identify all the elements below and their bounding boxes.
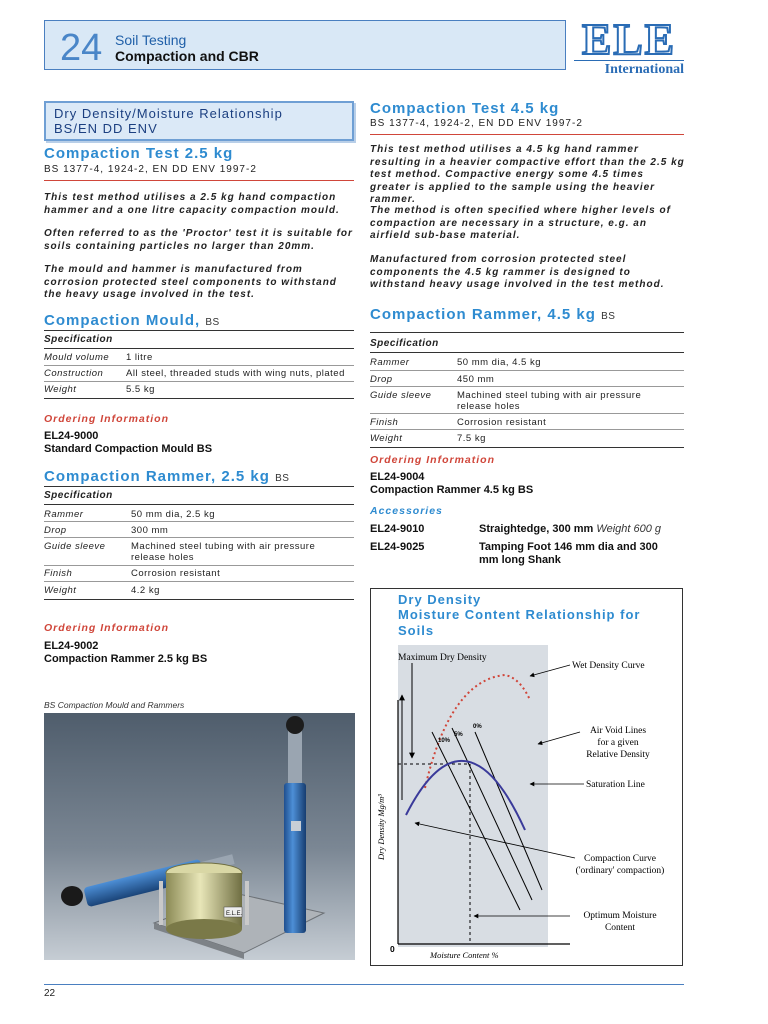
divider	[370, 413, 684, 414]
diagram-title: Dry Density	[398, 592, 482, 607]
spec-key: Guide sleeve	[44, 541, 106, 552]
accessory-code: EL24-9025	[370, 541, 425, 553]
max-dry-density-label: Maximum Dry Density	[398, 653, 487, 663]
test25-para1: This test method utilises a 2.5 kg hand compaction hammer and a one litre capacity compaction mould.	[44, 192, 340, 216]
divider	[44, 581, 354, 582]
spec-value: Corrosion resistant	[457, 417, 547, 428]
spec-value: 50 mm dia, 4.5 kg	[457, 357, 542, 368]
footer-rule	[44, 984, 684, 985]
compaction-diagram	[370, 640, 683, 966]
spec-key: Rammer	[44, 509, 84, 520]
divider	[44, 565, 354, 566]
spec-value: 1 litre	[126, 352, 153, 363]
section-title: Dry Density/Moisture Relationship	[54, 106, 283, 121]
divider	[44, 381, 354, 382]
divider	[370, 352, 684, 353]
accessory-name: Straightedge, 300 mm Weight 600 g	[479, 523, 662, 535]
spec-key: Finish	[44, 568, 73, 579]
x-axis-label: Moisture Content %	[430, 950, 499, 960]
logo-text: ELE	[581, 15, 677, 64]
accessories-label: Accessories	[370, 505, 443, 517]
diagram-shaded-area	[398, 645, 548, 947]
spec-value: 4.2 kg	[131, 585, 160, 596]
divider	[370, 386, 684, 387]
spec-value: 5.5 kg	[126, 384, 155, 395]
rammer45-title: Compaction Rammer, 4.5 kg BS	[370, 306, 616, 323]
diagram-title-line3: Soils	[398, 623, 435, 638]
divider	[44, 486, 354, 487]
product-name: Compaction Rammer 2.5 kg BS	[44, 653, 208, 665]
ordering-label: Ordering Information	[44, 413, 169, 425]
spec-value: All steel, threaded studs with wing nuts, plated	[126, 368, 345, 379]
mould-title: Compaction Mould, BS	[44, 312, 220, 329]
spec-key: Rammer	[370, 357, 410, 368]
product-name: Standard Compaction Mould BS	[44, 443, 213, 455]
optimum-label: Optimum Moisture	[583, 911, 657, 921]
equipment-photo	[44, 713, 355, 960]
spec-label: Specification	[44, 490, 113, 501]
test25-para3: The mould and hammer is manufactured from corrosion protected steel components to withstand the heavy usage involved in the test.	[44, 264, 337, 300]
test45-para3: Manufactured from corrosion protected steel components the 4.5 kg rammer is designed to withstand heavy usage involved in the test method.	[370, 254, 665, 290]
saturation-line-label: Saturation Line	[586, 780, 645, 790]
product-code: EL24-9002	[44, 640, 99, 652]
air-void-label2: for a given	[597, 738, 639, 748]
test25-para2: Often referred to as the 'Proctor' test it is suitable for soils containing particles no larger than 20mm.	[44, 228, 353, 252]
air-void-label: Air Void Lines	[589, 726, 647, 736]
spec-label: Specification	[370, 338, 439, 349]
rammer25-title: Compaction Rammer, 2.5 kg BS	[44, 468, 290, 485]
spec-key: Drop	[44, 525, 67, 536]
spec-label: Specification	[44, 334, 113, 345]
spec-value: 450 mm	[457, 374, 495, 385]
divider	[44, 599, 354, 600]
accessory-name: Tamping Foot 146 mm dia and 300 mm long Shank	[479, 541, 658, 566]
test25-standards: BS 1377-4, 1924-2, EN DD ENV 1997-2	[44, 164, 257, 175]
spec-value: Corrosion resistant	[131, 568, 221, 579]
y-axis-label: Dry Density Mg/m³	[376, 794, 386, 860]
spec-key: Construction	[44, 368, 104, 379]
section-subtitle: BS/EN DD ENV	[54, 121, 158, 136]
accessory-code: EL24-9010	[370, 523, 425, 535]
diagram-title-line2: Moisture Content Relationship for	[398, 607, 641, 622]
spec-key: Weight	[44, 585, 77, 596]
divider	[370, 429, 684, 430]
divider	[370, 370, 684, 371]
ele-logo	[574, 15, 684, 77]
wet-density-label: Wet Density Curve	[572, 661, 645, 671]
pct-label-10: 10%	[438, 738, 451, 744]
product-name: Compaction Rammer 4.5 kg BS	[370, 484, 534, 496]
divider	[44, 398, 354, 399]
divider	[370, 447, 684, 448]
compaction-curve-label: Compaction Curve	[583, 854, 657, 864]
optimum-label2: Content	[604, 923, 636, 933]
test45-standards: BS 1377-4, 1924-2, EN DD ENV 1997-2	[370, 118, 583, 129]
divider	[370, 134, 684, 135]
spec-value: 50 mm dia, 2.5 kg	[131, 509, 216, 520]
air-void-label3: Relative Density	[586, 750, 650, 760]
test45-title: Compaction Test 4.5 kg	[370, 100, 560, 117]
spec-key: Drop	[370, 374, 393, 385]
spec-key: Guide sleeve	[370, 390, 432, 401]
chapter-number: 24	[60, 27, 103, 69]
mould-label: E.L.E.	[226, 911, 243, 917]
divider	[44, 180, 354, 181]
divider	[44, 365, 354, 366]
spec-value: Machined steel tubing with air pressure release holes	[131, 541, 316, 563]
product-code: EL24-9000	[44, 430, 99, 442]
chapter-subtitle: Compaction and CBR	[115, 48, 259, 64]
logo-subtext: International	[574, 60, 684, 78]
pct-label-5: 5%	[454, 732, 463, 738]
divider	[44, 521, 354, 522]
spec-key: Finish	[370, 417, 399, 428]
origin-label: 0	[390, 944, 395, 954]
spec-key: Weight	[370, 433, 403, 444]
divider	[44, 504, 354, 505]
test45-para2: The method is often specified where higher levels of compaction are necessary in a structure, e.g. an airfield sub-base material.	[370, 205, 671, 241]
chapter-title: Soil Testing	[115, 32, 187, 48]
divider	[44, 330, 354, 331]
spec-value: Machined steel tubing with air pressure release holes	[457, 390, 642, 412]
page-number: 22	[44, 988, 56, 999]
ordering-label: Ordering Information	[370, 454, 495, 466]
spec-value: 300 mm	[131, 525, 169, 536]
divider	[44, 537, 354, 538]
spec-key: Mould volume	[44, 352, 110, 363]
spec-value: 7.5 kg	[457, 433, 486, 444]
test45-para1: This test method utilises a 4.5 kg hand rammer resulting in a heavier compactive effort than the 2.5 kg test method. Compactive energy some 4.5 times greater is applied to the sample using the heavier rammer.	[370, 144, 685, 205]
spec-key: Weight	[44, 384, 77, 395]
divider	[44, 348, 354, 349]
divider	[370, 332, 684, 333]
test25-title: Compaction Test 2.5 kg	[44, 145, 234, 162]
photo-caption: BS Compaction Mould and Rammers	[44, 700, 185, 710]
pct-label-0: 0%	[473, 724, 482, 730]
product-code: EL24-9004	[370, 471, 425, 483]
ordering-label: Ordering Information	[44, 622, 169, 634]
compaction-curve-label2: ('ordinary' compaction)	[575, 866, 665, 876]
